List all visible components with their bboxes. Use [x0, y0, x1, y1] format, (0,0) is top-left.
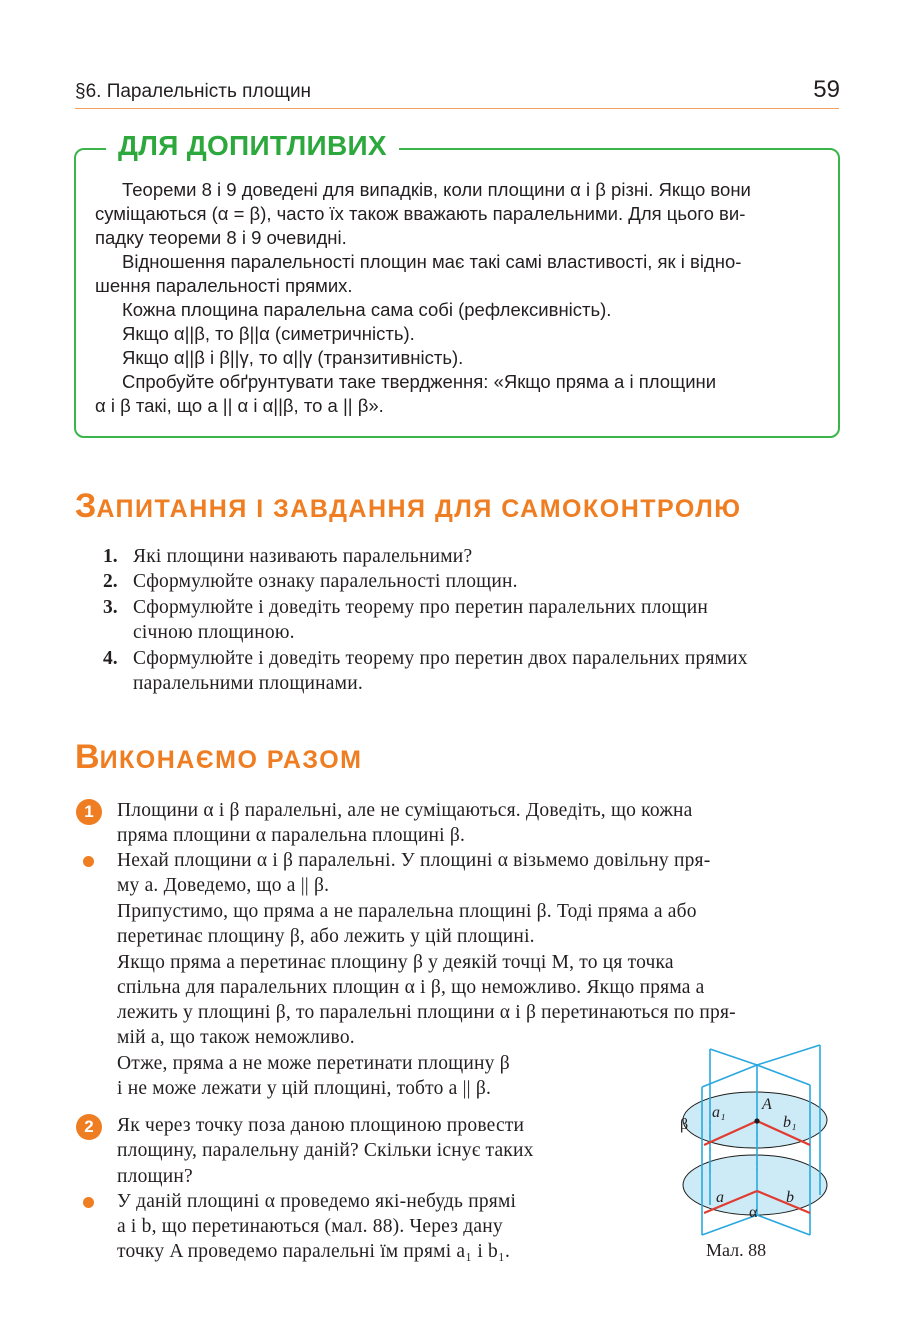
curious-line: Якщо α||β, то β||α (симетричність). [122, 323, 415, 344]
question-number: 4. [103, 648, 118, 669]
heading-initial: В [75, 738, 100, 776]
label-A: A [762, 1096, 772, 1113]
figure-caption: Мал. 88 [706, 1240, 767, 1260]
solution-text: му a. Доведемо, що a || β. [117, 875, 330, 896]
header-divider [75, 108, 839, 109]
point-A [754, 1118, 759, 1123]
solution-text: лежить у площині β, то паралельні площини α і β перетинаються по пря- [117, 1002, 736, 1023]
task-text: площину, паралельну даній? Скільки існує таких [117, 1140, 534, 1161]
solution-text: Нехай площини α і β паралельні. У площині α візьмемо довільну пря- [117, 850, 711, 871]
solution-text: і не може лежати у цій площині, тобто a || β. [117, 1078, 492, 1099]
solution-bullet [83, 856, 94, 867]
task-number-badge: 2 [76, 1114, 102, 1140]
curious-line: α і β такі, що a || α і α||β, то a || β». [95, 395, 384, 416]
question-text: паралельними площинами. [133, 673, 363, 694]
task-text: пряма площини α паралельна площині β. [117, 825, 466, 846]
curious-line: Спробуйте обґрунтувати таке твердження: «Якщо пряма a і площини [122, 371, 717, 392]
figure-88-diagram [670, 1035, 840, 1245]
question-number: 1. [103, 546, 118, 567]
label-a1: a₁ [712, 1104, 726, 1121]
curious-line: Якщо α||β і β||γ, то α||γ (транзитивність). [122, 347, 464, 368]
question-text: Сформулюйте ознаку паралельності площин. [133, 571, 518, 592]
solution-bullet [83, 1197, 94, 1208]
curious-line: суміщаються (α = β), часто їх також вважають паралельними. Для цього ви- [95, 203, 746, 224]
solution-text: Отже, пряма a не може перетинати площину β [117, 1053, 510, 1074]
heading-rest: ИКОНАЄМО РАЗОМ [99, 746, 363, 774]
curious-line: падку теореми 8 і 9 очевидні. [95, 227, 347, 248]
label-beta: β [680, 1116, 689, 1133]
solution-text: Припустимо, що пряма a не паралельна площині β. Тоді пряма a або [117, 901, 697, 922]
question-text: Сформулюйте і доведіть теорему про перетин паралельних площин [133, 597, 708, 618]
curious-line: Відношення паралельності площин має такі самі властивості, як і відно- [122, 251, 742, 272]
curious-line: Теореми 8 і 9 доведені для випадків, коли площини α і β різні. Якщо вони [122, 179, 751, 200]
question-text: Які площини називають паралельними? [133, 546, 473, 567]
label-alpha: α [749, 1204, 758, 1221]
solution-text: a і b, що перетинаються (мал. 88). Через дану [117, 1216, 503, 1237]
question-text: Сформулюйте і доведіть теорему про перетин двох паралельних прямих [133, 648, 748, 669]
curious-line: Кожна площина паралельна сама собі (рефлексивність). [122, 299, 612, 320]
question-number: 3. [103, 597, 118, 618]
solution-text: Якщо пряма a перетинає площину β у деякій точці M, то ця точка [117, 952, 674, 973]
solution-text: спільна для паралельних площин α і β, що неможливо. Якщо пряма a [117, 977, 705, 998]
solution-text: У даній площині α проведемо які-небудь прямі [117, 1191, 517, 1212]
label-b: b [786, 1189, 794, 1206]
label-b1: b₁ [783, 1114, 797, 1131]
question-text: січною площиною. [133, 622, 295, 643]
solution-text: точку A проведемо паралельні їм прямі a₁ і b₁. [117, 1241, 511, 1262]
curious-line: шення паралельності прямих. [95, 275, 353, 296]
question-number: 2. [103, 571, 118, 592]
self-control-heading [75, 487, 742, 526]
together-heading [75, 738, 362, 777]
page-number: 59 [813, 76, 840, 103]
running-header: §6. Паралельність площин [75, 81, 312, 102]
task-text: Як через точку поза даною площиною провести [117, 1115, 525, 1136]
task-number-badge: 1 [76, 799, 102, 825]
heading-rest: АПИТАННЯ І ЗАВДАННЯ ДЛЯ САМОКОНТРОЛЮ [96, 495, 742, 523]
task-text: площин? [117, 1166, 193, 1187]
task-text: Площини α і β паралельні, але не суміщаються. Доведіть, що кожна [117, 800, 693, 821]
heading-initial: З [75, 487, 97, 525]
solution-text: мій a, що також неможливо. [117, 1027, 355, 1048]
solution-text: перетинає площину β, або лежить у цій площині. [117, 926, 535, 947]
curious-box-title: ДЛЯ ДОПИТЛИВИХ [106, 130, 399, 162]
label-a: a [716, 1189, 724, 1206]
